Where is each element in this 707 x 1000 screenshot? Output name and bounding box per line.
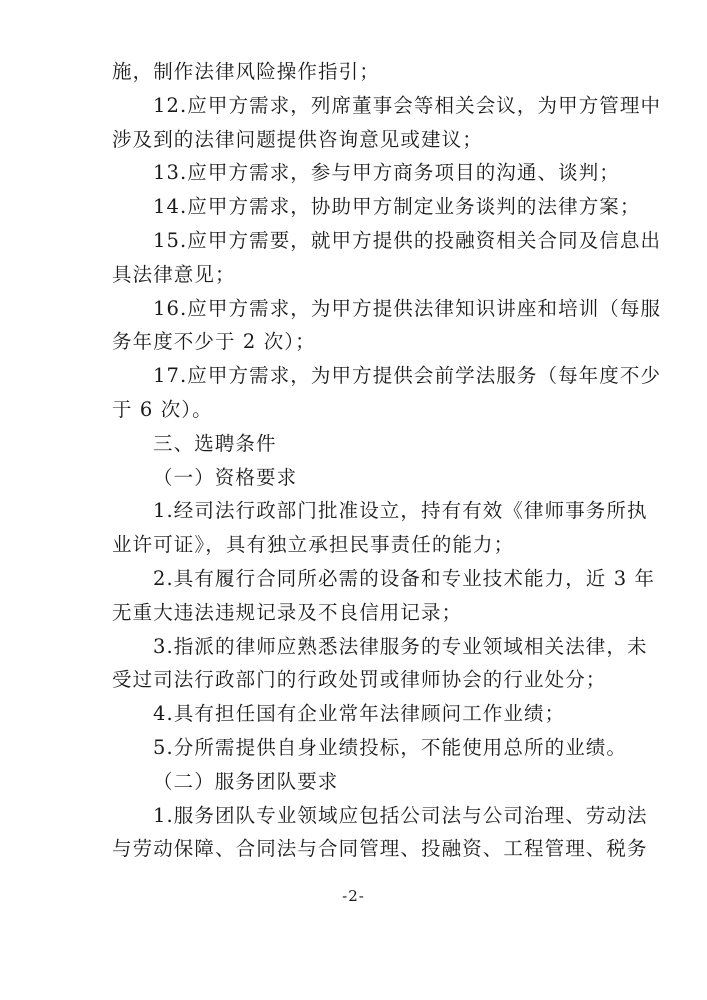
text-line: 涉及到的法律问题提供咨询意见或建议； xyxy=(112,127,483,151)
text-line: 13.应甲方需求，参与甲方商务项目的沟通、谈判； xyxy=(153,161,620,185)
text-line: 受过司法行政部门的行政处罚或律师协会的行业处分； xyxy=(112,668,607,692)
subsection-heading: （二）服务团队要求 xyxy=(153,769,339,793)
text-line: 1.经司法行政部门批准设立，持有有效《律师事务所执 xyxy=(153,499,648,523)
text-line: 14.应甲方需求，协助甲方制定业务谈判的法律方案； xyxy=(153,195,641,219)
text-line: 5.分所需提供自身业绩投标，不能使用总所的业绩。 xyxy=(153,736,628,759)
text-line: 无重大违法违规记录及不良信用记录； xyxy=(112,600,463,624)
text-line: 具法律意见； xyxy=(112,262,236,286)
text-line: 12.应甲方需求，列席董事会等相关会议，为甲方管理中 xyxy=(153,93,662,117)
subsection-heading: （一）资格要求 xyxy=(153,465,298,489)
text-line: 17.应甲方需求，为甲方提供会前学法服务（每年度不少 xyxy=(153,364,662,388)
section-heading: 三、选聘条件 xyxy=(153,431,277,455)
text-line: 1.服务团队专业领域应包括公司法与公司治理、劳动法 xyxy=(153,803,648,827)
text-line: 业许可证》，具有独立承担民事责任的能力； xyxy=(112,533,515,557)
text-line: 于 6 次）。 xyxy=(112,398,213,421)
text-line: 15.应甲方需要，就甲方提供的投融资相关合同及信息出 xyxy=(153,229,662,252)
text-line: 4.具有担任国有企业常年法律顾问工作业绩； xyxy=(153,702,566,726)
text-line: 3.指派的律师应熟悉法律服务的专业领域相关法律，未 xyxy=(153,634,648,658)
page-number: -2- xyxy=(342,887,365,905)
text-line: 与劳动保障、合同法与合同管理、投融资、工程管理、税务 xyxy=(112,837,648,861)
text-line: 务年度不少于 2 次）； xyxy=(112,330,316,354)
text-line: 2.具有履行合同所必需的设备和专业技术能力，近 3 年 xyxy=(153,567,656,590)
text-line: 施，制作法律风险操作指引； xyxy=(112,60,380,83)
text-line: 16.应甲方需求，为甲方提供法律知识讲座和培训（每服 xyxy=(153,296,662,320)
